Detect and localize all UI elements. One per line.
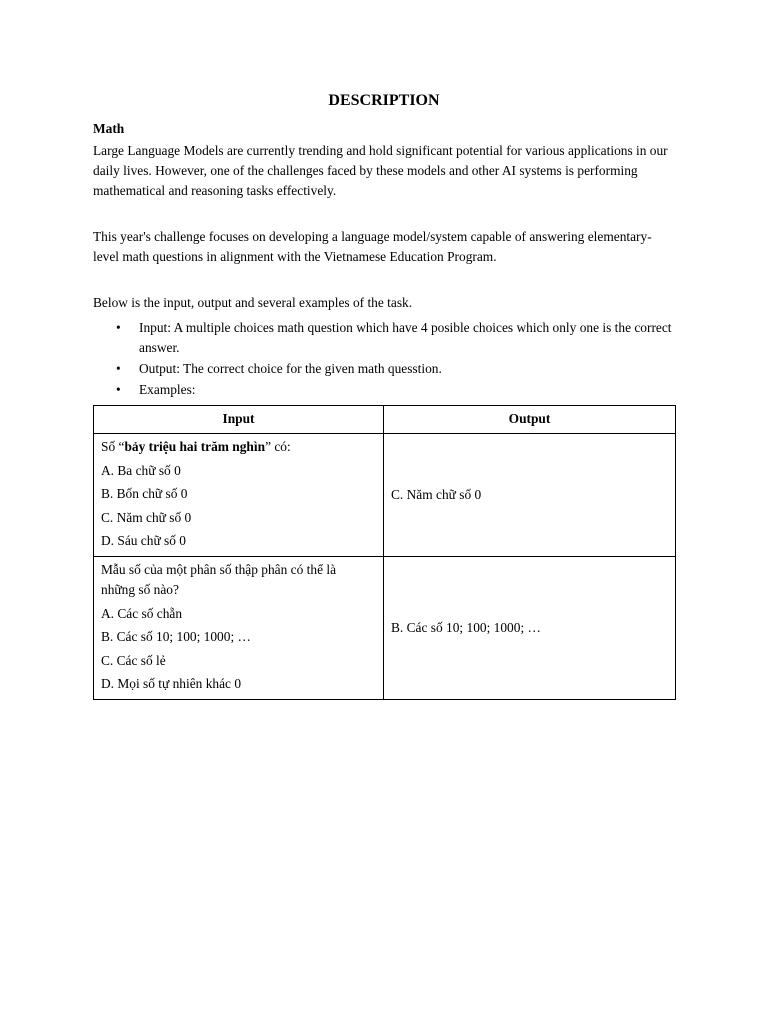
option-d: D. Mọi số tự nhiên khác 0	[101, 676, 242, 691]
question-bold: bảy triệu hai trăm nghìn	[124, 439, 266, 454]
header-output: Output	[384, 406, 676, 434]
question-text	[101, 437, 376, 457]
header-input: Input	[94, 406, 384, 434]
examples-table	[93, 405, 676, 700]
bullet-input	[93, 318, 675, 358]
bullet-output-text: Output: The correct choice for the given math quesstion.	[139, 361, 442, 376]
option-c: C. Năm chữ số 0	[101, 509, 192, 525]
bullet-dot-icon: •	[116, 361, 121, 376]
bullet-examples	[93, 380, 675, 400]
question-line-1: Mẫu số của một phân số thập phân có thể là	[101, 562, 337, 577]
task-bullet-list	[93, 318, 675, 400]
question-line-2: những số nào?	[101, 582, 179, 597]
document-title: DESCRIPTION	[328, 92, 440, 109]
challenge-paragraph: This year's challenge focuses on developing a language model/system capable of answering elementary-level math questions in alignment with the Vietnamese Education Program.	[93, 229, 652, 264]
option-b: B. Bốn chữ số 0	[101, 486, 188, 501]
intro-paragraph: Large Language Models are currently trending and hold significant potential for various applications in our daily lives. However, one of the challenges faced by these models and other AI systems is performing mathematical and reasoning tasks effectively.	[93, 143, 668, 198]
table-header-row	[94, 406, 676, 434]
bullet-output	[93, 359, 675, 379]
bullet-examples-text: Examples:	[139, 382, 196, 397]
option-b: B. Các số 10; 100; 1000; …	[101, 629, 251, 644]
document-content	[93, 90, 675, 700]
question-prefix: Số “	[101, 439, 125, 454]
output-cell: C. Năm chữ số 0	[384, 434, 676, 557]
section-heading: Math	[93, 121, 125, 136]
option-a: A. Các số chẵn	[101, 605, 183, 621]
bullet-input-text: Input: A multiple choices math question which have 4 posible choices which only one is the correct answer.	[139, 320, 672, 355]
output-cell: B. Các số 10; 100; 1000; …	[384, 557, 676, 700]
option-c: C. Các số lẻ	[101, 652, 166, 668]
option-a: A. Ba chữ số 0	[101, 462, 181, 478]
option-d: D. Sáu chữ số 0	[101, 533, 186, 548]
input-cell	[94, 557, 384, 700]
bullet-dot-icon: •	[116, 382, 121, 397]
table-row	[94, 557, 676, 700]
task-paragraph: Below is the input, output and several examples of the task.	[93, 295, 413, 310]
question-suffix: ” có:	[265, 439, 291, 454]
table-row	[94, 434, 676, 557]
input-cell	[94, 434, 384, 557]
bullet-dot-icon: •	[116, 320, 121, 335]
